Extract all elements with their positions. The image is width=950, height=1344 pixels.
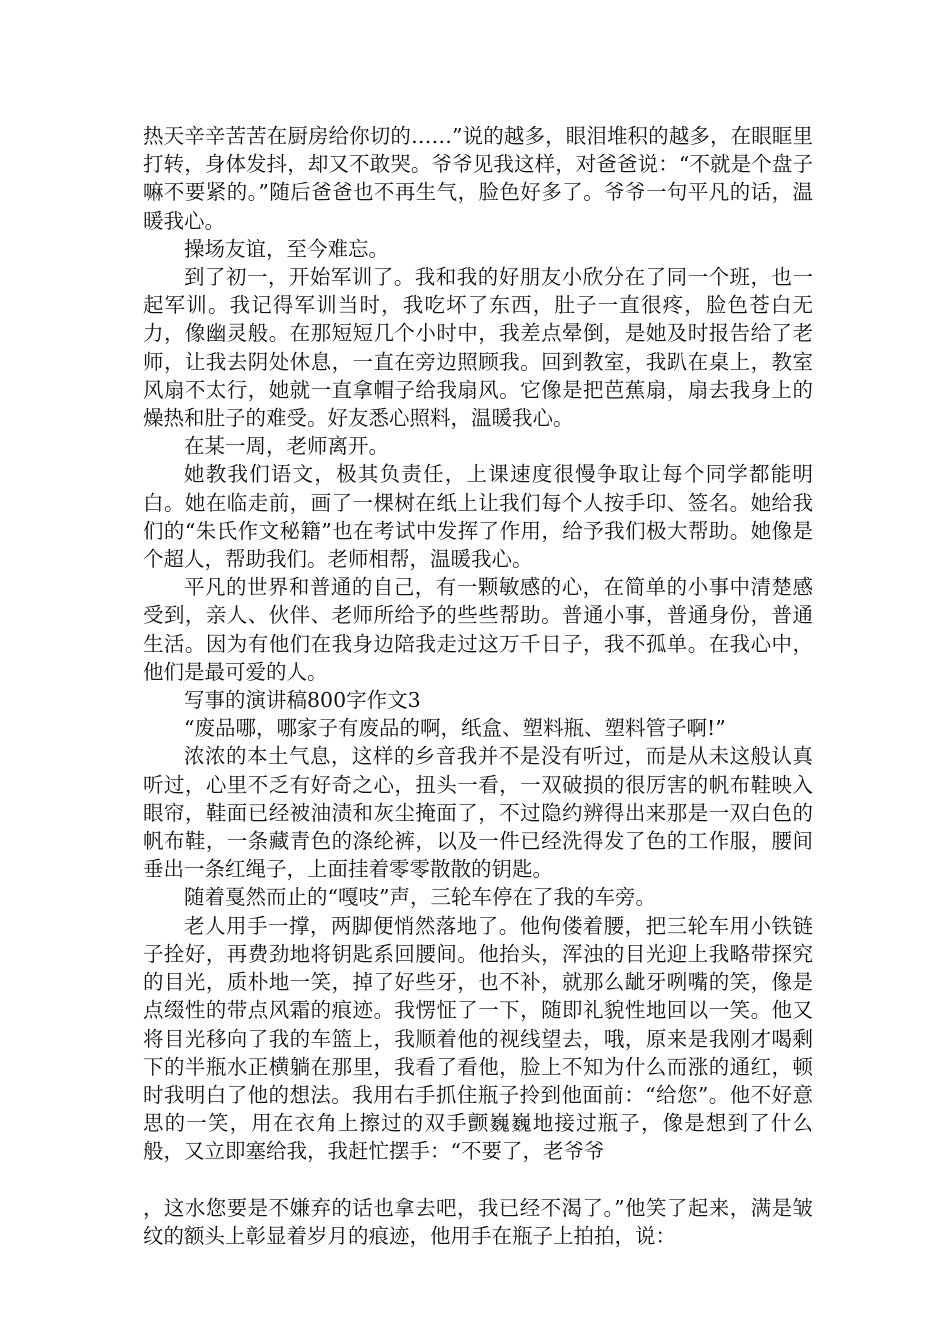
paragraph: 在某一周，老师离开。: [184, 434, 389, 459]
paragraph: “废品哪，哪家子有废品的啊，纸盒、塑料瓶、塑料管子啊!”: [184, 716, 726, 741]
paragraph: 热天辛辛苦苦在厨房给你切的……”说的越多，眼泪堆积的越多，在眼眶里打转，身体发抖，却又不敢哭。爷爷见我这样，对爸爸说：“不就是个盘子嘛不要紧的。”随后爸爸也不再生气，脸色好多了。爷爷一句平凡的话，温暖我心。: [143, 124, 813, 233]
document-body: [143, 122, 813, 1250]
paragraph-gap: [143, 1166, 813, 1194]
paragraph: 平凡的世界和普通的自己，有一颗敏感的心，在简单的小事中清楚感受到，亲人、伙伴、老师所给予的些些帮助。普通小事，普通身份，普通生活。因为有他们在我身边陪我走过这万千日子，我不孤单。在我心中，他们是最可爱的人。: [143, 575, 813, 684]
paragraph: 她教我们语文，极其负责任，上课速度很慢争取让每个同学都能明白。她在临走前，画了一棵树在纸上让我们每个人按手印、签名。她给我们的“朱氏作文秘籍”也在考试中发挥了作用，给予我们极大帮助。她像是个超人，帮助我们。老师相帮，温暖我心。: [143, 462, 813, 572]
paragraph: 操场友谊，至今难忘。: [184, 236, 389, 261]
paragraph: 老人用手一撑，两脚便悄然落地了。他佝偻着腰，把三轮车用小铁链子拴好，再费劲地将钥匙系回腰间。他抬头，浑浊的目光迎上我略带探究的目光，质朴地一笑，掉了好些牙，也不补，就那么龇牙咧嘴的笑，像是点缀性的带点风霜的痕迹。我愣怔了一下，随即礼貌性地回以一笑。他又将目光移向了我的车篮上，我顺着他的视线望去，哦，原来是我刚才喝剩下的半瓶水正横躺在那里，我看了看他，脸上不知为什么而涨的通红，顿时我明白了他的想法。我用右手抓住瓶子拎到他面前：“给您”。他不好意思的一笑，用在衣角上擦过的双手颤巍巍地接过瓶子，像是想到了什么般，又立即塞给我，我赶忙摆手：“不要了，老爷爷: [143, 913, 813, 1164]
paragraph: 随着戛然而止的“嘎吱”声，三轮车停在了我的车旁。: [184, 885, 656, 910]
section-heading: 写事的演讲稿800字作文3: [184, 688, 421, 713]
paragraph: 浓浓的本土气息，这样的乡音我并不是没有听过，而是从未这般认真听过，心里不乏有好奇之心，扭头一看，一双破损的很厉害的帆布鞋映入眼帘，鞋面已经被油渍和灰尘掩面了，不过隐约辨得出来那是一双白色的帆布鞋，一条藏青色的涤纶裤，以及一件已经洗得发了色的工作服，腰间垂出一条红绳子，上面挂着零零散散的钥匙。: [143, 744, 813, 882]
paragraph: ，这水您要是不嫌弃的话也拿去吧，我已经不渴了。”他笑了起来，满是皱纹的额头上彰显着岁月的痕迹，他用手在瓶子上拍拍，说：: [143, 1195, 813, 1248]
paragraph: 到了初一，开始军训了。我和我的好朋友小欣分在了同一个班，也一起军训。我记得军训当时，我吃坏了东西，肚子一直很疼，脸色苍白无力，像幽灵般。在那短短几个小时中，我差点晕倒，是她及时报告给了老师，让我去阴处休息，一直在旁边照顾我。回到教室，我趴在桌上，教室风扇不太行，她就一直拿帽子给我扇风。它像是把芭蕉扇，扇去我身上的燥热和肚子的难受。好友悉心照料，温暖我心。: [143, 265, 813, 431]
